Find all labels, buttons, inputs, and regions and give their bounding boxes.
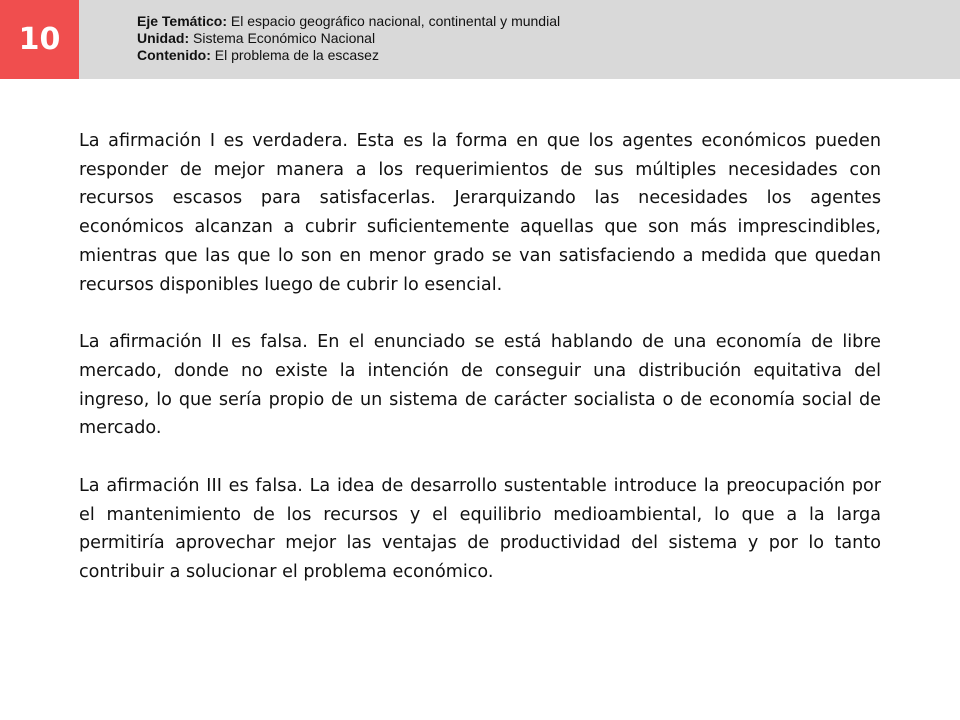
topic-line-unidad <box>137 30 937 47</box>
slide-number-badge: 10 <box>0 0 79 79</box>
paragraph-statement-1: La afirmación I es verdadera. Esta es la forma en que los agentes económicos pueden responder de mejor manera a los requerimientos de sus múltiples necesidades con recursos escasos para satisfacerlas. Jerarquizando las necesidades los agentes económicos alcanzan a cubrir suficientemente aquellas que son más imprescindibles, mientras que las que lo son en menor grado se van satisfaciendo a medida que quedan recursos disponibles luego de cubrir lo esencial. <box>79 131 881 295</box>
topic-line-contenido <box>137 47 937 64</box>
topic-value: Sistema Económico Nacional <box>189 30 376 46</box>
paragraph-statement-3: La afirmación III es falsa. La idea de desarrollo sustentable introduce la preocupación por el mantenimiento de los recursos y el equilibrio medioambiental, lo que a la larga permitiría aprovechar mejor las ventajas de productividad del sistema y por lo tanto contribuir a solucionar el problema económico. <box>79 476 881 583</box>
paragraph-statement-2: La afirmación II es falsa. En el enunciado se está hablando de una economía de libre mercado, donde no existe la intención de conseguir una distribución equitativa del ingreso, lo que sería propio de un sistema de carácter socialista o de economía social de mercado. <box>79 332 881 439</box>
topic-line-eje <box>137 13 937 30</box>
body-text <box>79 127 881 616</box>
topic-value: El espacio geográfico nacional, continental y mundial <box>227 13 561 29</box>
topic-value: El problema de la escasez <box>210 47 379 63</box>
topic-label: Eje Temático: <box>137 13 227 29</box>
header-bar <box>0 0 960 79</box>
topic-label: Contenido: <box>137 47 211 63</box>
topic-info <box>137 13 937 64</box>
topic-label: Unidad: <box>137 30 190 46</box>
